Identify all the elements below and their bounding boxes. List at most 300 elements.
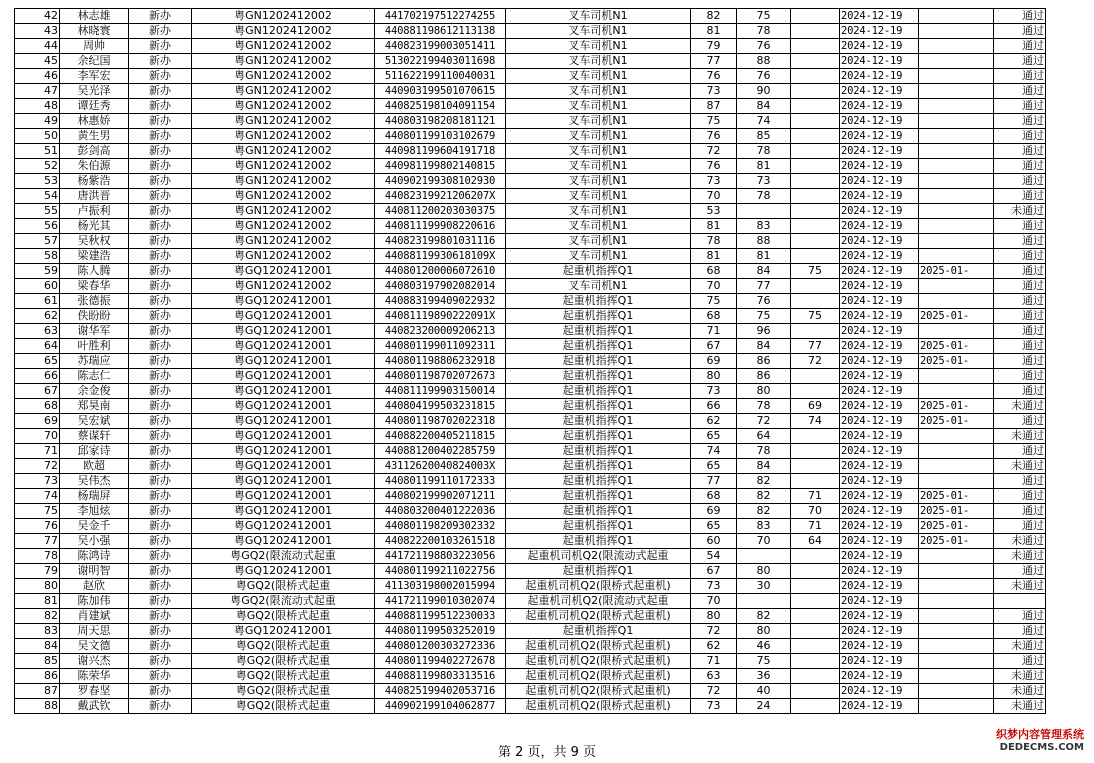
- practical-score-cell: 83: [737, 519, 791, 534]
- type-cell: 新办: [129, 534, 192, 549]
- table-row: [15, 654, 1046, 669]
- theory-score-cell: 60: [691, 534, 737, 549]
- retake-date-cell: [919, 294, 994, 309]
- exam-date-cell: 2024-12-19: [840, 354, 919, 369]
- type-cell: 新办: [129, 504, 192, 519]
- practical-score-cell: 81: [737, 159, 791, 174]
- seq-cell: 73: [15, 474, 60, 489]
- exam-date-cell: 2024-12-19: [840, 339, 919, 354]
- seq-cell: 76: [15, 519, 60, 534]
- exam-date-cell: 2024-12-19: [840, 564, 919, 579]
- retake-score-cell: 70: [791, 504, 840, 519]
- job-cell: 叉车司机N1: [506, 24, 691, 39]
- exam-date-cell: 2024-12-19: [840, 9, 919, 24]
- class-cell: 粤GN1202412002: [192, 99, 375, 114]
- id-number-cell: 43112620040824003X: [375, 459, 506, 474]
- result-cell: 通过: [994, 24, 1046, 39]
- type-cell: 新办: [129, 204, 192, 219]
- class-cell: 粤GN1202412002: [192, 249, 375, 264]
- result-cell: 通过: [994, 504, 1046, 519]
- retake-date-cell: [919, 204, 994, 219]
- class-cell: 粤GN1202412002: [192, 189, 375, 204]
- retake-date-cell: [919, 594, 994, 609]
- name-cell: 吴宏斌: [60, 414, 129, 429]
- job-cell: 叉车司机N1: [506, 69, 691, 84]
- result-cell: 通过: [994, 84, 1046, 99]
- id-number-cell: 441702197512274255: [375, 9, 506, 24]
- retake-date-cell: 2025-01-: [919, 354, 994, 369]
- theory-score-cell: 62: [691, 414, 737, 429]
- result-cell: 通过: [994, 624, 1046, 639]
- class-cell: 粤GQ2(限桥式起重: [192, 639, 375, 654]
- type-cell: 新办: [129, 354, 192, 369]
- practical-score-cell: 96: [737, 324, 791, 339]
- practical-score-cell: 86: [737, 369, 791, 384]
- job-cell: 叉车司机N1: [506, 159, 691, 174]
- result-cell: 通过: [994, 279, 1046, 294]
- practical-score-cell: 84: [737, 459, 791, 474]
- result-cell: 通过: [994, 369, 1046, 384]
- seq-cell: 51: [15, 144, 60, 159]
- exam-date-cell: 2024-12-19: [840, 669, 919, 684]
- table-row: [15, 264, 1046, 279]
- retake-score-cell: [791, 624, 840, 639]
- name-cell: 彭剑高: [60, 144, 129, 159]
- name-cell: 李军宏: [60, 69, 129, 84]
- exam-date-cell: 2024-12-19: [840, 174, 919, 189]
- practical-score-cell: 40: [737, 684, 791, 699]
- name-cell: 陈荣华: [60, 669, 129, 684]
- retake-score-cell: [791, 249, 840, 264]
- result-cell: 通过: [994, 564, 1046, 579]
- id-number-cell: 440801198702022318: [375, 414, 506, 429]
- result-cell: 通过: [994, 609, 1046, 624]
- seq-cell: 46: [15, 69, 60, 84]
- practical-score-cell: 88: [737, 54, 791, 69]
- exam-date-cell: 2024-12-19: [840, 69, 919, 84]
- id-number-cell: 513022199403011698: [375, 54, 506, 69]
- id-number-cell: 440803198208181121: [375, 114, 506, 129]
- type-cell: 新办: [129, 684, 192, 699]
- table-row: [15, 189, 1046, 204]
- job-cell: 叉车司机N1: [506, 249, 691, 264]
- theory-score-cell: 72: [691, 144, 737, 159]
- id-number-cell: 440802199902071211: [375, 489, 506, 504]
- theory-score-cell: 80: [691, 369, 737, 384]
- class-cell: 粤GN1202412002: [192, 39, 375, 54]
- class-cell: 粤GQ1202412001: [192, 264, 375, 279]
- type-cell: 新办: [129, 459, 192, 474]
- table-row: [15, 519, 1046, 534]
- name-cell: 吴金千: [60, 519, 129, 534]
- table-row: [15, 354, 1046, 369]
- result-cell: 通过: [994, 339, 1046, 354]
- exam-date-cell: 2024-12-19: [840, 429, 919, 444]
- retake-score-cell: [791, 609, 840, 624]
- class-cell: 粤GN1202412002: [192, 114, 375, 129]
- exam-date-cell: 2024-12-19: [840, 444, 919, 459]
- practical-score-cell: 78: [737, 24, 791, 39]
- id-number-cell: 440981199802140815: [375, 159, 506, 174]
- job-cell: 叉车司机N1: [506, 174, 691, 189]
- job-cell: 起重机指挥Q1: [506, 444, 691, 459]
- exam-date-cell: 2024-12-19: [840, 129, 919, 144]
- exam-date-cell: 2024-12-19: [840, 264, 919, 279]
- retake-score-cell: [791, 129, 840, 144]
- retake-date-cell: 2025-01-: [919, 264, 994, 279]
- table-row: [15, 219, 1046, 234]
- class-cell: 粤GQ1202412001: [192, 534, 375, 549]
- id-number-cell: 441721198803223056: [375, 549, 506, 564]
- seq-cell: 84: [15, 639, 60, 654]
- exam-date-cell: 2024-12-19: [840, 84, 919, 99]
- job-cell: 起重机司机Q2(限桥式起重机): [506, 639, 691, 654]
- retake-date-cell: [919, 234, 994, 249]
- retake-date-cell: [919, 84, 994, 99]
- seq-cell: 74: [15, 489, 60, 504]
- exam-date-cell: 2024-12-19: [840, 219, 919, 234]
- retake-date-cell: [919, 144, 994, 159]
- id-number-cell: 44081119890222091X: [375, 309, 506, 324]
- exam-date-cell: 2024-12-19: [840, 654, 919, 669]
- name-cell: 罗春坚: [60, 684, 129, 699]
- seq-cell: 59: [15, 264, 60, 279]
- class-cell: 粤GQ1202412001: [192, 369, 375, 384]
- name-cell: 肖建斌: [60, 609, 129, 624]
- result-cell: 通过: [994, 174, 1046, 189]
- retake-score-cell: [791, 84, 840, 99]
- retake-score-cell: [791, 369, 840, 384]
- result-cell: 通过: [994, 234, 1046, 249]
- retake-date-cell: 2025-01-: [919, 414, 994, 429]
- id-number-cell: 440804199503231815: [375, 399, 506, 414]
- id-number-cell: 440811199903150014: [375, 384, 506, 399]
- class-cell: 粤GQ1202412001: [192, 444, 375, 459]
- table-row: [15, 429, 1046, 444]
- exam-date-cell: 2024-12-19: [840, 234, 919, 249]
- table-row: [15, 249, 1046, 264]
- id-number-cell: 440801199503252019: [375, 624, 506, 639]
- retake-date-cell: [919, 24, 994, 39]
- type-cell: 新办: [129, 474, 192, 489]
- job-cell: 叉车司机N1: [506, 144, 691, 159]
- job-cell: 起重机司机Q2(限流动式起重: [506, 594, 691, 609]
- exam-date-cell: 2024-12-19: [840, 519, 919, 534]
- job-cell: 叉车司机N1: [506, 234, 691, 249]
- exam-date-cell: 2024-12-19: [840, 249, 919, 264]
- job-cell: 起重机指挥Q1: [506, 309, 691, 324]
- theory-score-cell: 73: [691, 84, 737, 99]
- job-cell: 起重机指挥Q1: [506, 414, 691, 429]
- job-cell: 叉车司机N1: [506, 114, 691, 129]
- id-number-cell: 440801200006072610: [375, 264, 506, 279]
- retake-date-cell: [919, 669, 994, 684]
- class-cell: 粤GN1202412002: [192, 279, 375, 294]
- type-cell: 新办: [129, 294, 192, 309]
- type-cell: 新办: [129, 9, 192, 24]
- job-cell: 叉车司机N1: [506, 84, 691, 99]
- id-number-cell: 440811200203030375: [375, 204, 506, 219]
- result-cell: 通过: [994, 654, 1046, 669]
- table-row: [15, 309, 1046, 324]
- seq-cell: 72: [15, 459, 60, 474]
- job-cell: 起重机指挥Q1: [506, 264, 691, 279]
- type-cell: 新办: [129, 339, 192, 354]
- name-cell: 邱家诗: [60, 444, 129, 459]
- class-cell: 粤GQ1202412001: [192, 339, 375, 354]
- result-cell: 通过: [994, 219, 1046, 234]
- retake-score-cell: 74: [791, 414, 840, 429]
- job-cell: 叉车司机N1: [506, 129, 691, 144]
- type-cell: 新办: [129, 219, 192, 234]
- retake-score-cell: [791, 39, 840, 54]
- watermark-site: DEDECMS.COM: [999, 742, 1084, 753]
- practical-score-cell: [737, 204, 791, 219]
- watermark-title: 织梦内容管理系统: [996, 728, 1084, 741]
- job-cell: 起重机指挥Q1: [506, 384, 691, 399]
- name-cell: 陈人腾: [60, 264, 129, 279]
- name-cell: 谢兴杰: [60, 654, 129, 669]
- seq-cell: 85: [15, 654, 60, 669]
- name-cell: 张德振: [60, 294, 129, 309]
- theory-score-cell: 65: [691, 429, 737, 444]
- retake-score-cell: [791, 159, 840, 174]
- class-cell: 粤GN1202412002: [192, 129, 375, 144]
- practical-score-cell: 77: [737, 279, 791, 294]
- table-row: [15, 9, 1046, 24]
- seq-cell: 71: [15, 444, 60, 459]
- retake-date-cell: [919, 459, 994, 474]
- id-number-cell: 440801199211022756: [375, 564, 506, 579]
- theory-score-cell: 69: [691, 504, 737, 519]
- result-cell: 通过: [994, 294, 1046, 309]
- result-cell: 未通过: [994, 399, 1046, 414]
- class-cell: 粤GQ2(限流动式起重: [192, 549, 375, 564]
- theory-score-cell: 76: [691, 69, 737, 84]
- seq-cell: 66: [15, 369, 60, 384]
- theory-score-cell: 81: [691, 24, 737, 39]
- seq-cell: 43: [15, 24, 60, 39]
- table-row: [15, 684, 1046, 699]
- job-cell: 叉车司机N1: [506, 279, 691, 294]
- class-cell: 粤GQ1202412001: [192, 474, 375, 489]
- id-number-cell: 44088119930618109X: [375, 249, 506, 264]
- retake-score-cell: [791, 639, 840, 654]
- job-cell: 叉车司机N1: [506, 54, 691, 69]
- result-cell: 通过: [994, 159, 1046, 174]
- class-cell: 粤GQ1202412001: [192, 489, 375, 504]
- retake-score-cell: [791, 684, 840, 699]
- type-cell: 新办: [129, 279, 192, 294]
- retake-date-cell: 2025-01-: [919, 504, 994, 519]
- practical-score-cell: 76: [737, 39, 791, 54]
- class-cell: 粤GQ2(限桥式起重: [192, 699, 375, 714]
- type-cell: 新办: [129, 54, 192, 69]
- practical-score-cell: 73: [737, 174, 791, 189]
- practical-score-cell: 82: [737, 609, 791, 624]
- retake-score-cell: [791, 69, 840, 84]
- retake-date-cell: [919, 324, 994, 339]
- retake-date-cell: [919, 444, 994, 459]
- type-cell: 新办: [129, 144, 192, 159]
- result-cell: 通过: [994, 489, 1046, 504]
- type-cell: 新办: [129, 624, 192, 639]
- seq-cell: 78: [15, 549, 60, 564]
- type-cell: 新办: [129, 639, 192, 654]
- seq-cell: 87: [15, 684, 60, 699]
- class-cell: 粤GQ2(限桥式起重: [192, 669, 375, 684]
- id-number-cell: 440902199308102930: [375, 174, 506, 189]
- id-number-cell: 440801199011092311: [375, 339, 506, 354]
- job-cell: 起重机司机Q2(限桥式起重机): [506, 684, 691, 699]
- retake-date-cell: [919, 159, 994, 174]
- type-cell: 新办: [129, 399, 192, 414]
- id-number-cell: 440811199908220616: [375, 219, 506, 234]
- class-cell: 粤GN1202412002: [192, 204, 375, 219]
- theory-score-cell: 72: [691, 624, 737, 639]
- result-cell: 未通过: [994, 669, 1046, 684]
- theory-score-cell: 72: [691, 684, 737, 699]
- table-row: [15, 39, 1046, 54]
- retake-date-cell: 2025-01-: [919, 339, 994, 354]
- seq-cell: 65: [15, 354, 60, 369]
- name-cell: 李旭炫: [60, 504, 129, 519]
- theory-score-cell: 63: [691, 669, 737, 684]
- retake-date-cell: [919, 279, 994, 294]
- type-cell: 新办: [129, 384, 192, 399]
- job-cell: 起重机司机Q2(限流动式起重: [506, 549, 691, 564]
- type-cell: 新办: [129, 654, 192, 669]
- table-row: [15, 54, 1046, 69]
- class-cell: 粤GQ2(限桥式起重: [192, 609, 375, 624]
- job-cell: 叉车司机N1: [506, 99, 691, 114]
- theory-score-cell: 82: [691, 9, 737, 24]
- job-cell: 起重机指挥Q1: [506, 324, 691, 339]
- theory-score-cell: 67: [691, 339, 737, 354]
- id-number-cell: 440801198209302332: [375, 519, 506, 534]
- class-cell: 粤GN1202412002: [192, 219, 375, 234]
- retake-score-cell: 71: [791, 489, 840, 504]
- seq-cell: 55: [15, 204, 60, 219]
- retake-date-cell: [919, 114, 994, 129]
- retake-date-cell: [919, 189, 994, 204]
- theory-score-cell: 65: [691, 459, 737, 474]
- practical-score-cell: 74: [737, 114, 791, 129]
- theory-score-cell: 65: [691, 519, 737, 534]
- result-cell: [994, 594, 1046, 609]
- class-cell: 粤GQ1202412001: [192, 519, 375, 534]
- practical-score-cell: 80: [737, 624, 791, 639]
- class-cell: 粤GQ1202412001: [192, 504, 375, 519]
- name-cell: 吴秋权: [60, 234, 129, 249]
- watermark-logo: [996, 728, 1084, 754]
- retake-date-cell: [919, 174, 994, 189]
- theory-score-cell: 53: [691, 204, 737, 219]
- practical-score-cell: 84: [737, 99, 791, 114]
- id-number-cell: 440882200405211815: [375, 429, 506, 444]
- class-cell: 粤GQ2(限流动式起重: [192, 594, 375, 609]
- practical-score-cell: 78: [737, 144, 791, 159]
- theory-score-cell: 73: [691, 699, 737, 714]
- seq-cell: 57: [15, 234, 60, 249]
- table-row: [15, 159, 1046, 174]
- seq-cell: 47: [15, 84, 60, 99]
- job-cell: 起重机司机Q2(限桥式起重机): [506, 609, 691, 624]
- exam-date-cell: 2024-12-19: [840, 549, 919, 564]
- table-row: [15, 504, 1046, 519]
- practical-score-cell: 78: [737, 189, 791, 204]
- class-cell: 粤GQ2(限桥式起重: [192, 579, 375, 594]
- theory-score-cell: 54: [691, 549, 737, 564]
- type-cell: 新办: [129, 69, 192, 84]
- retake-score-cell: [791, 234, 840, 249]
- retake-score-cell: [791, 279, 840, 294]
- seq-cell: 67: [15, 384, 60, 399]
- name-cell: 苏瑞应: [60, 354, 129, 369]
- name-cell: 朱伯源: [60, 159, 129, 174]
- exam-date-cell: 2024-12-19: [840, 309, 919, 324]
- retake-date-cell: [919, 69, 994, 84]
- seq-cell: 56: [15, 219, 60, 234]
- seq-cell: 48: [15, 99, 60, 114]
- id-number-cell: 440801199110172333: [375, 474, 506, 489]
- practical-score-cell: 83: [737, 219, 791, 234]
- retake-date-cell: [919, 609, 994, 624]
- name-cell: 黄生男: [60, 129, 129, 144]
- class-cell: 粤GQ1202412001: [192, 459, 375, 474]
- retake-score-cell: [791, 204, 840, 219]
- name-cell: 吴光泽: [60, 84, 129, 99]
- exam-date-cell: 2024-12-19: [840, 159, 919, 174]
- theory-score-cell: 68: [691, 264, 737, 279]
- name-cell: 吴小强: [60, 534, 129, 549]
- result-cell: 通过: [994, 264, 1046, 279]
- result-cell: 通过: [994, 249, 1046, 264]
- id-number-cell: 440801199103102679: [375, 129, 506, 144]
- id-number-cell: 440903199501070615: [375, 84, 506, 99]
- practical-score-cell: 64: [737, 429, 791, 444]
- id-number-cell: 440823199801031116: [375, 234, 506, 249]
- practical-score-cell: 75: [737, 309, 791, 324]
- seq-cell: 64: [15, 339, 60, 354]
- exam-date-cell: 2024-12-19: [840, 189, 919, 204]
- name-cell: 林晓寰: [60, 24, 129, 39]
- class-cell: 粤GQ1202412001: [192, 384, 375, 399]
- theory-score-cell: 75: [691, 114, 737, 129]
- name-cell: 林惠娇: [60, 114, 129, 129]
- seq-cell: 69: [15, 414, 60, 429]
- table-row: [15, 144, 1046, 159]
- retake-date-cell: [919, 564, 994, 579]
- table-row: [15, 534, 1046, 549]
- table-row: [15, 399, 1046, 414]
- theory-score-cell: 74: [691, 444, 737, 459]
- job-cell: 起重机指挥Q1: [506, 474, 691, 489]
- name-cell: 杨紫浩: [60, 174, 129, 189]
- table-row: [15, 639, 1046, 654]
- id-number-cell: 440803197902082014: [375, 279, 506, 294]
- seq-cell: 49: [15, 114, 60, 129]
- name-cell: 余金俊: [60, 384, 129, 399]
- job-cell: 起重机指挥Q1: [506, 459, 691, 474]
- retake-date-cell: [919, 39, 994, 54]
- class-cell: 粤GQ1202412001: [192, 429, 375, 444]
- retake-score-cell: [791, 654, 840, 669]
- practical-score-cell: 76: [737, 69, 791, 84]
- name-cell: 陈鸿诗: [60, 549, 129, 564]
- type-cell: 新办: [129, 579, 192, 594]
- table-row: [15, 204, 1046, 219]
